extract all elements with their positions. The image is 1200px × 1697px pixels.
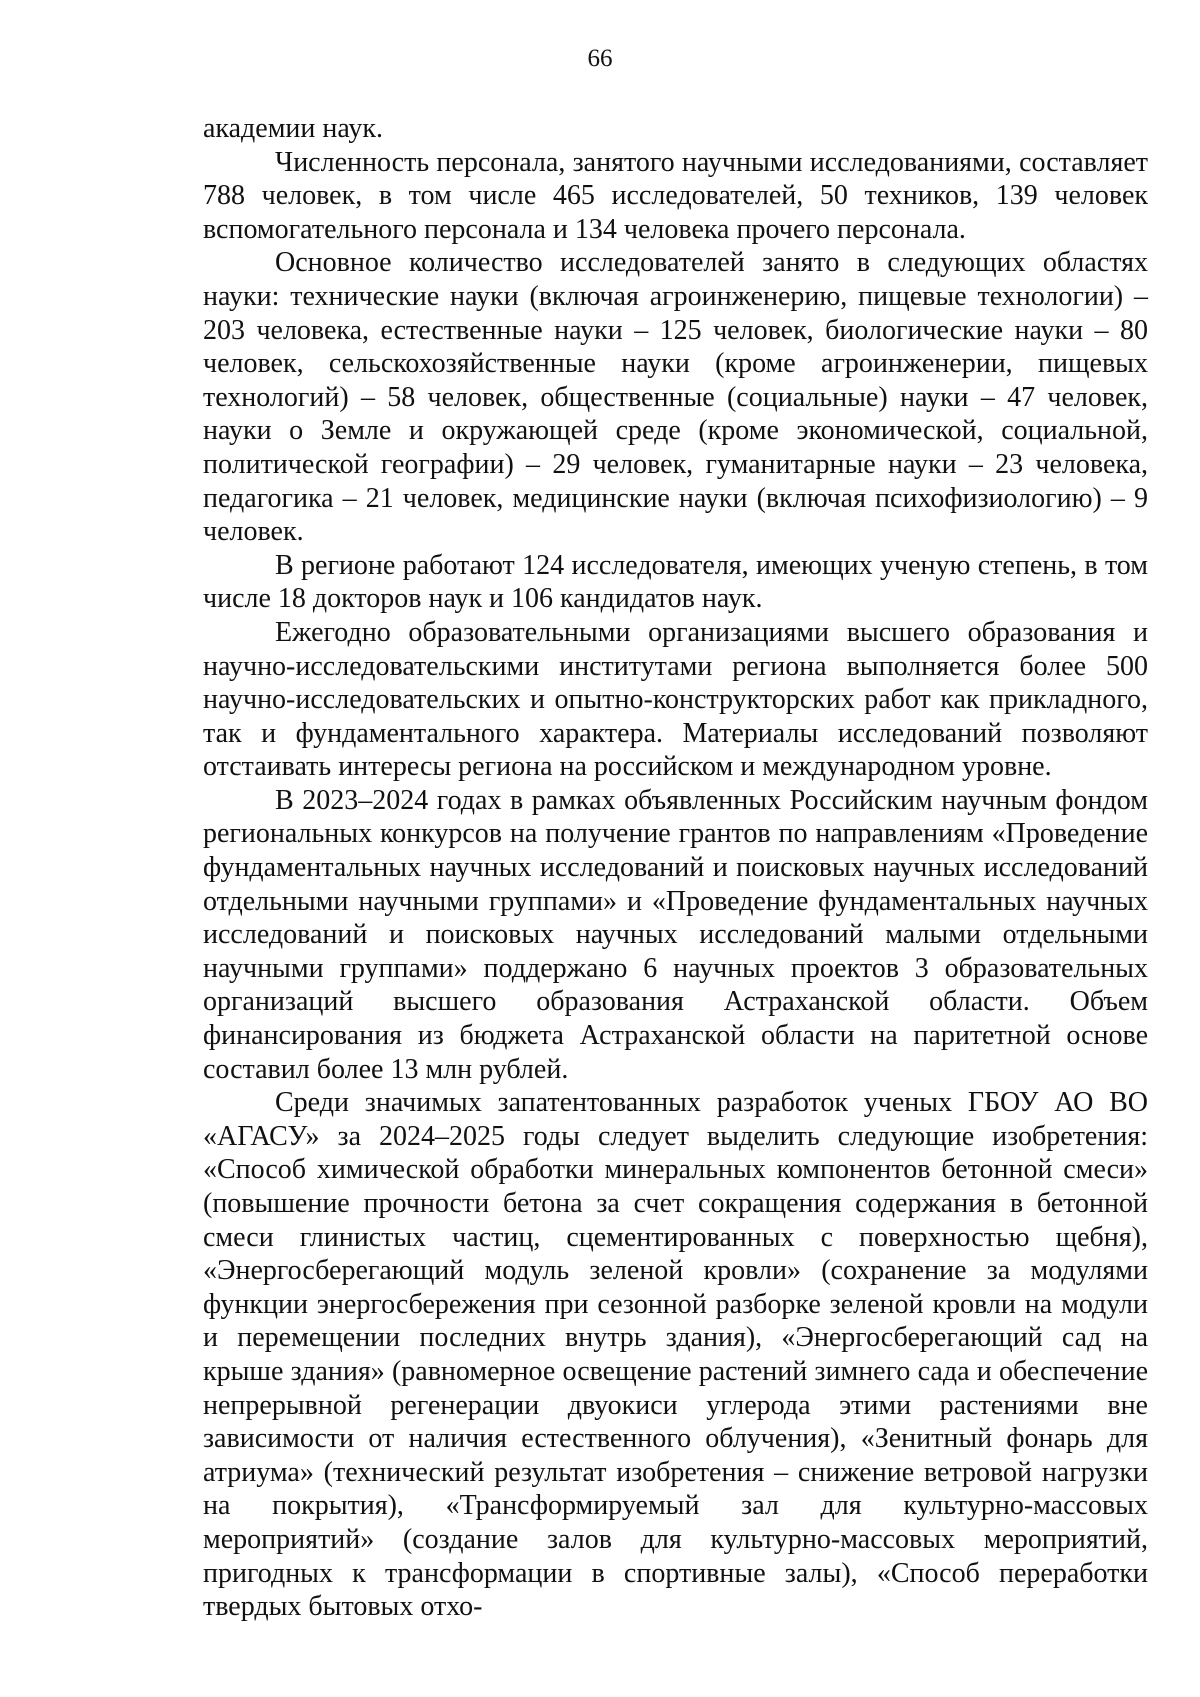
paragraph-personnel: Численность персонала, занятого научными исследованиями, составляет 788 человек, в том числе 465 исследователей, 50 техников, 139 человек вспомогательного персонала и 134 человека прочего персонала. [203, 146, 1148, 245]
paragraph-patents: Среди значимых запатентованных разработок ученых ГБОУ АО ВО «АГАСУ» за 2024–2025 годы следует выделить следующие изобретения: «Способ химической обработки минеральных компонентов бетонной смеси» (повышение прочности бетона за счет сокращения содержания в бетонной смеси глинистых частиц, сцементированных с поверхностью щебня), «Энергосберегающий модуль зеленой кровли» (сохранение за модулями функции энергосбережения при сезонной разборке зеленой кровли на модули и перемещении последних внутрь здания), «Энергосберегающий сад на крыше здания» (равномерное освещение растений зимнего сада и обеспечение непрерывной регенерации двуокиси углерода этими растениями вне зависимости от наличия естественного облучения), «Зенитный фонарь для атриума» (технический результат изобретения – снижение ветровой нагрузки на покрытия), «Трансформируемый зал для культурно-массовых мероприятий» (создание залов для культурно-массовых мероприятий, пригодных к трансформации в спортивные залы), «Способ переработки твердых бытовых отхо- [203, 1087, 1148, 1623]
page-number: 66 [587, 45, 613, 72]
paragraph-annual-works: Ежегодно образовательными организациями высшего образования и научно-исследовательскими институтами региона выполняется более 500 научно-исследовательских и опытно-конструкторских работ как прикладного, так и фундаментального характера. Материалы исследований позволяют отстаивать интересы региона на российском и международном уровне. [203, 616, 1148, 783]
paragraph-continuation: академии наук. [203, 113, 383, 144]
paragraph-research-areas: Основное количество исследователей занято в следующих областях науки: технические науки (включая агроинженерию, пищевые технологии) – 203 человека, естественные науки – 125 человек, биологические науки – 80 человек, сельскохозяйственные науки (кроме агроинженерии, пищевых технологий) – 58 человек, общественные (социальные) науки – 47 человек, науки о Земле и окружающей среде (кроме экономической, социальной, политической географии) – 29 человек, гуманитарные науки – 23 человека, педагогика – 21 человек, медицинские науки (включая психофизиологию) – 9 человек. [203, 247, 1148, 548]
paragraph-degrees: В регионе работают 124 исследователя, имеющих ученую степень, в том числе 18 докторов наук и 106 кандидатов наук. [203, 549, 1148, 615]
document-body [203, 112, 1148, 1624]
paragraph-grants: В 2023–2024 годах в рамках объявленных Российским научным фондом региональных конкурсов на получение грантов по направлениям «Проведение фундаментальных научных исследований и поисковых научных исследований отдельными научными группами» и «Проведение фундаментальных научных исследований и поисковых научных исследований малыми отдельными научными группами» поддержано 6 научных проектов 3 образовательных организаций высшего образования Астраханской области. Объем финансирования из бюджета Астраханской области на паритетной основе составил более 13 млн рублей. [203, 784, 1148, 1085]
